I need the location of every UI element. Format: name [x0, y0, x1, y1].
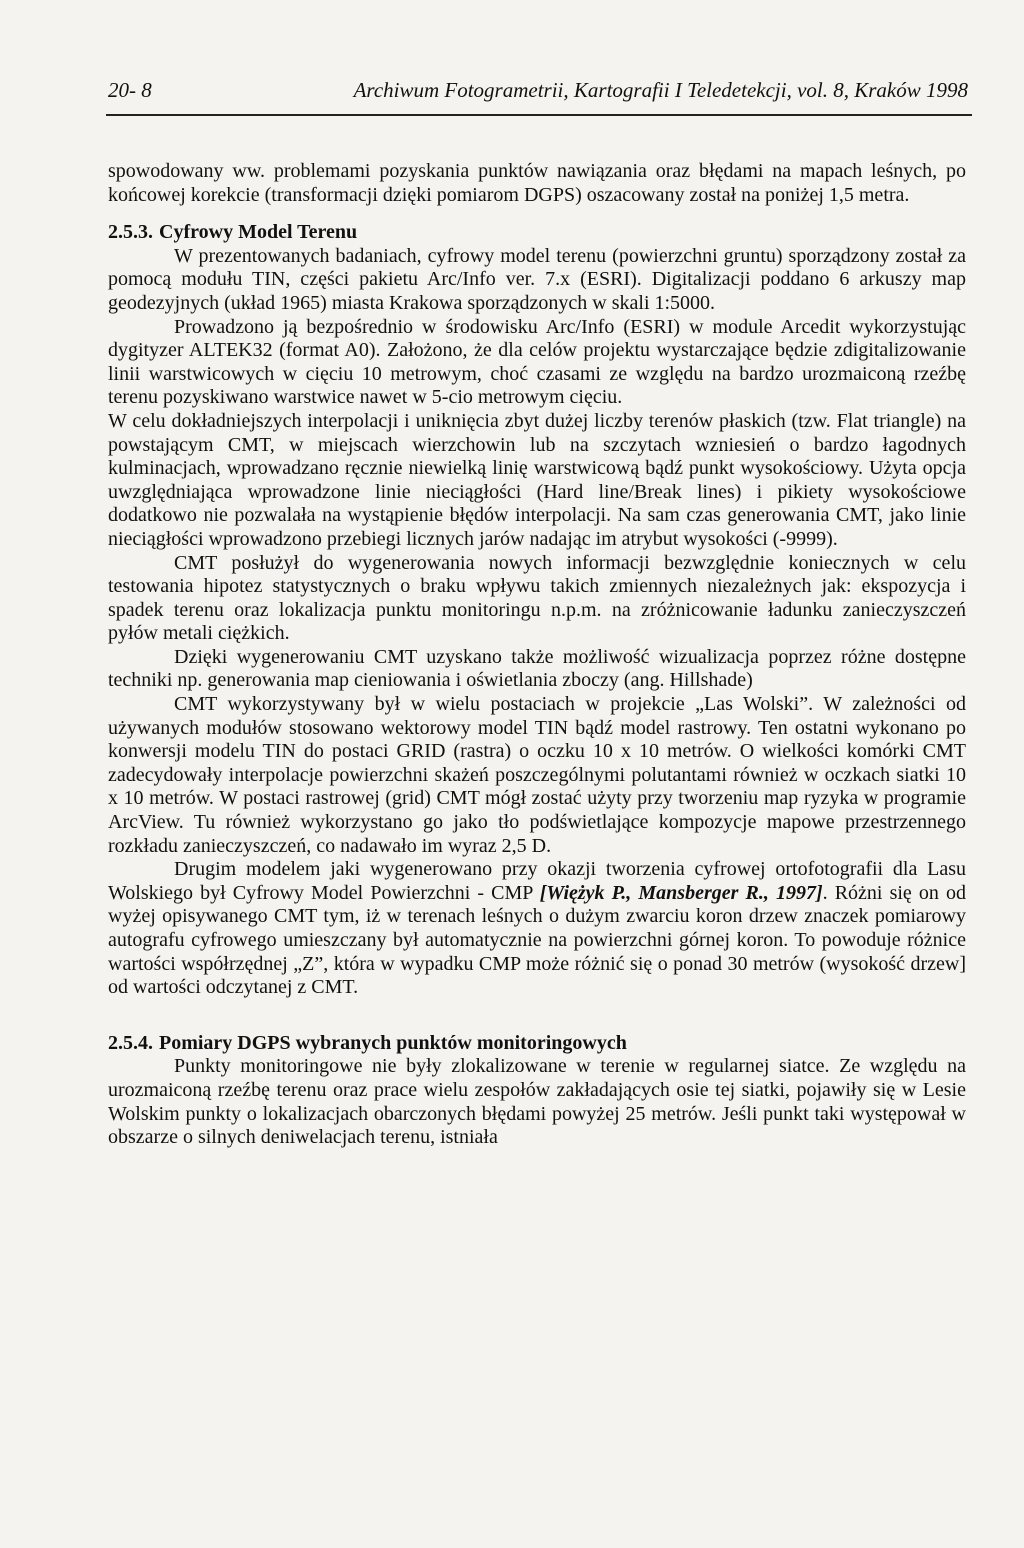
paragraph: CMT posłużył do wygenerowania nowych informacji bezwzględnie koniecznych w celu testowania hipotez statystycznych o braku wpływu takich zmiennych niezależnych jak: ekspozycja i spadek terenu oraz lokalizacja punktu monitoringu n.p.m. na zróżnicowanie ładunku zanieczyszczeń pyłów metali ciężkich. [108, 551, 966, 645]
section-heading-2-5-4 [108, 1032, 966, 1056]
paragraph: CMT wykorzystywany był w wielu postaciach w projekcie „Las Wolski”. W zależności od używanych modułów stosowano wektorowy model TIN bądź model rastrowy. Ten ostatni wykonano po konwersji modelu TIN do postaci GRID (rastra) o oczku 10 x 10 metrów. O wielkości komórki CMT zadecydowały interpolacje powierzchni skażeń poszczególnymi polutantami również w oczkach siatki 10 x 10 metrów. W postaci rastrowej (grid) CMT mógł zostać użyty przy tworzeniu map ryzyka w programie ArcView. Tu również wykorzystano go jako tło podświetlające kompozycje mapowe przestrzennego rozkładu zanieczyszczeń, co nadawało im wyraz 2,5 D. [108, 693, 966, 857]
paragraph-text: . Różni się on od wyżej opisywanego CMT tym, iż w terenach leśnych o dużym zwarciu koron drzew znaczek pomiarowy autografu cyfrowego umieszczany był automatycznie na powierzchni górnej koron. To powoduje różnice wartości współrzędnej „Z”, która w wypadku CMP może różnić się o ponad 30 metrów (wysokość drzew] od wartości odczytanej z CMT. [108, 881, 966, 999]
header-rule [106, 114, 972, 116]
section-number: 2.5.3. [108, 221, 153, 244]
paragraph: Prowadzono ją bezpośrednio w środowisku Arc/Info (ESRI) w module Arcedit wykorzystując dygityzer ALTEK32 (format A0). Założono, że dla celów projektu wystarczające będzie zdigitalizowanie linii warstwicowych w cięciu 10 metrowym, choć czasami ze względu na bardzo urozmaiconą rzeźbę terenu pozyskiwano warstwice nawet w 5-cio metrowym cięciu. [108, 315, 966, 409]
running-header [108, 78, 970, 114]
section-title: Cyfrowy Model Terenu [159, 221, 358, 244]
paragraph-text: Drugim modelem jaki wygenerowano przy okazji tworzenia cyfrowej ortofotografii dla Lasu Wolskiego był Cyfrowy Model Powierzchni - CMP [108, 858, 966, 904]
paragraph: W prezentowanych badaniach, cyfrowy model terenu (powierzchni gruntu) sporządzony został za pomocą modułu TIN, części pakietu Arc/Info ver. 7.x (ESRI). Digitalizacji poddano 6 arkuszy map geodezyjnych (układ 1965) miasta Krakowa sporządzonych w skali 1:5000. [108, 244, 966, 314]
paragraph: Dzięki wygenerowaniu CMT uzyskano także możliwość wizualizacja poprzez różne dostępne techniki np. generowania map cieniowania i oświetlania zboczy (ang. Hillshade) [108, 645, 966, 692]
journal-title: Archiwum Fotogrametrii, Kartografii I Teledetekcji, vol. 8, Kraków 1998 [353, 78, 968, 102]
citation: [Więżyk P., Mansberger R., 1997] [539, 881, 823, 904]
paragraph: Punkty monitoringowe nie były zlokalizowane w terenie w regularnej siatce. Ze względu na urozmaiconą rzeźbę terenu oraz prace wielu zespołów zakładających osie tej siatki, pojawiły się w Lesie Wolskim punkty o lokalizacjach obarczonych błędami powyżej 25 metrów. Jeśli punkt taki występował w obszarze o silnych deniwelacjach terenu, istniała [108, 1055, 966, 1149]
section-number: 2.5.4. [108, 1031, 153, 1054]
section-heading-2-5-3 [108, 221, 966, 245]
page-number: 20- 8 [108, 78, 152, 102]
paragraph-cmp [108, 858, 966, 1000]
body-text [108, 160, 966, 1150]
intro-paragraph: spowodowany ww. problemami pozyskania punktów nawiązania oraz błędami na mapach leśnych, po końcowej korekcie (transformacji dzięki pomiarom DGPS) oszacowany został na poniżej 1,5 metra. [108, 160, 966, 206]
section-title: Pomiary DGPS wybranych punktów monitoringowych [159, 1031, 627, 1054]
paragraph: W celu dokładniejszych interpolacji i uniknięcia zbyt dużej liczby terenów płaskich (tzw. Flat triangle) na powstającym CMT, w miejscach wierzchowin lub na szczytach wzniesień o bardzo łagodnych kulminacjach, wprowadzano ręcznie niewielką linię warstwicową bądź punkt wysokościowy. Użyta opcja uwzględniająca wprowadzone linie nieciągłości (Hard line/Break lines) i pikiety wysokościowe dodatkowo nie pozwalała na wystąpienie błędów interpolacji. Na sam czas generowania CMT, jako linie nieciągłości wprowadzono przebiegi licznych jarów nadając im atrybut wysokości (-9999). [108, 409, 966, 550]
